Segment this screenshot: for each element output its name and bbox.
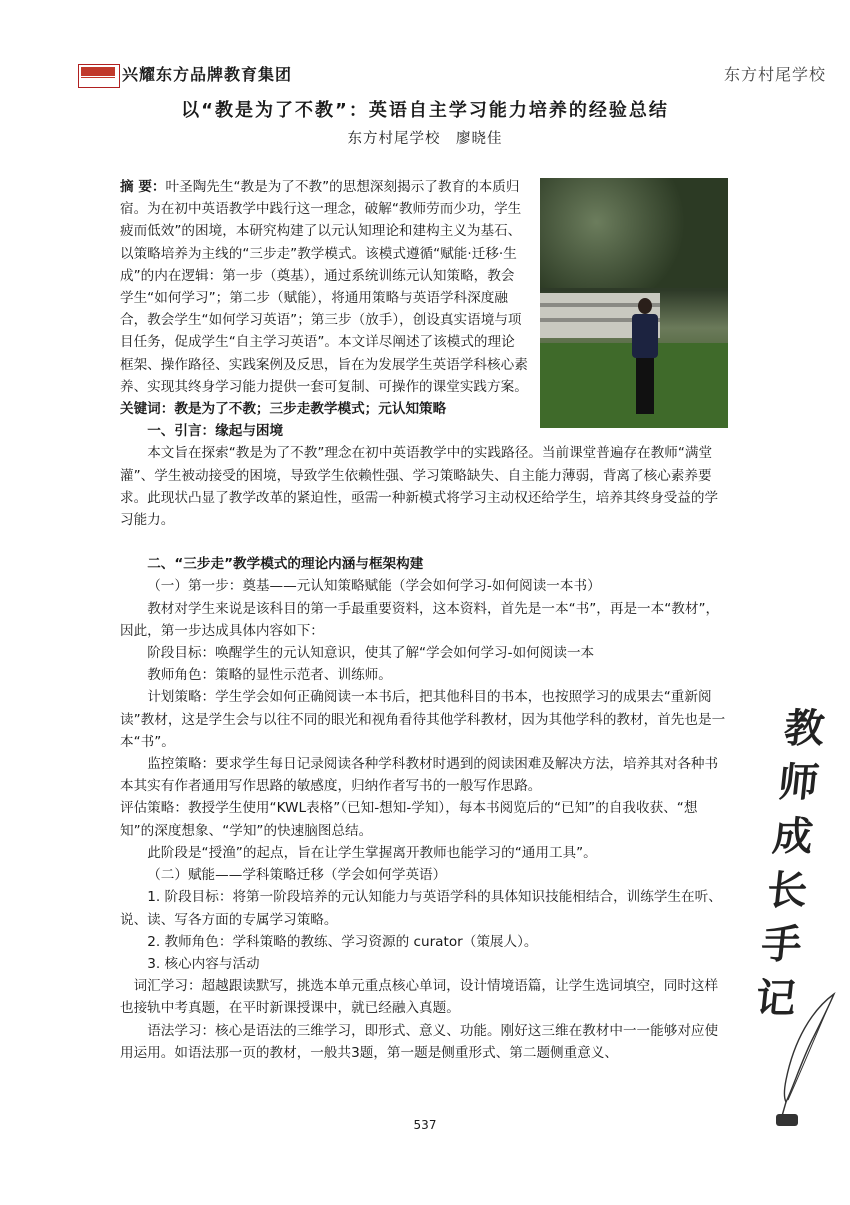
school-tag: 东方村尾学校	[723, 65, 826, 84]
section2-heading: 二、“三步走”教学模式的理论内涵与框架构建	[147, 556, 424, 573]
abstract-label: 摘 要：	[120, 179, 166, 195]
group-name: 兴耀东方品牌教育集团	[122, 65, 293, 84]
paragraph: 词汇学习：超越跟读默写，挑选本单元重点核心单词，设计情境语篇，让学生选词填空，同时这样也接轨中考真题，在平时新课授课中，就已经融入真题。	[120, 978, 719, 1017]
article-title: 以“教是为了不教”：英语自主学习能力培养的经验总结	[181, 100, 669, 121]
section1-heading: 一、引言：缘起与困境	[147, 423, 284, 440]
side-banner	[745, 702, 835, 1026]
school-logo-icon	[78, 64, 120, 88]
paragraph: 监控策略：要求学生每日记录阅读各种学科教材时遇到的阅读困难及解决方法，培养其对各种书本其实有作者通用写作思路的敏感度，归纳作者写书的一般写作思路。	[120, 756, 719, 795]
side-char: 记	[753, 975, 799, 1022]
keywords: 关键词：教是为了不教；三步走教学模式；元认知策略	[120, 401, 447, 418]
section1-para: 本文旨在探索“教是为了不教”理念在初中英语教学中的实践路径。当前课堂普遍存在教师“满堂灌”、学生被动接受的困境，导致学生依赖性强、学习策略缺失、自主能力薄弱，背离了核心素养要求。此现状凸显了教学改革的紧迫性，亟需一种新模式将学习主动权还给学生，培养其终身受益的学习能力。	[120, 445, 719, 529]
paragraph: 语法学习：核心是语法的三维学习，即形式、意义、功能。刚好这三维在教材中一一能够对应使用运用。如语法那一页的教材，一般共3题，第一题是侧重形式、第二题侧重意义、	[120, 1022, 719, 1061]
side-char: 师	[776, 759, 822, 806]
side-char: 教	[781, 705, 827, 752]
paragraph: 2. 教师角色：学科策略的教练、学习资源的 curator（策展人）。	[147, 933, 538, 950]
paragraph: 此阶段是“授渔”的起点，旨在让学生掌握离开教师也能学习的“通用工具”。	[147, 844, 597, 861]
article-body	[120, 176, 728, 1064]
step2-heading: （二）赋能——学科策略迁移（学会如何学英语）	[147, 867, 447, 884]
paragraph: 阶段目标：唤醒学生的元认知意识，使其了解“学会如何学习-如何阅读一本	[147, 645, 595, 662]
page-header	[0, 60, 850, 90]
side-char: 成	[770, 813, 816, 860]
article-author: 东方村尾学校 廖晓佳	[347, 131, 503, 147]
quill-pen-icon	[772, 990, 842, 1130]
student-photo	[540, 178, 728, 428]
paragraph: 教师角色：策略的显性示范者、训练师。	[147, 667, 392, 684]
paragraph: 1. 阶段目标：将第一阶段培养的元认知能力与英语学科的具体知识技能相结合，训练学生在听、说、读、写各方面的专属学习策略。	[120, 889, 722, 928]
paragraph: 教材对学生来说是该科目的第一手最重要资料，这本资料，首先是一本“书”，再是一本“教材”，因此，第一步达成具体内容如下：	[120, 600, 720, 639]
paragraph: 评估策略：教授学生使用“KWL表格”（已知-想知-学知），每本书阅览后的“已知”的自我收获、“想知”的深度想象、“学知”的快速脑图总结。	[120, 800, 698, 839]
abstract-text: 叶圣陶先生“教是为了不教”的思想深刻揭示了教育的本质归宿。为在初中英语教学中践行这一理念，破解“教师劳而少功，学生疲而低效”的困境，本研究构建了以元认知理论和建构主义为基石、以策略培养为主线的“三步走”教学模式。该模式遵循“赋能·迁移·生成”的内在逻辑：第一步（奠基），通过系统训练元认知策略，教会学生“如何学习”；第二步（赋能），将通用策略与英语学科深度融合，教会学生“如何学习英语”；第三步（放手），创设真实语境与项目任务，促成学生“自主学习英语”。本文详尽阐述了该模式的理论框架、操作路径、实践案例及反思，旨在为发展学生英语学科核心素养、实现其终身学习能力提供一套可复制、可操作的课堂实践方案。	[120, 179, 528, 395]
side-char: 手	[759, 921, 805, 968]
page-number: 537	[413, 1118, 437, 1132]
step1-heading: （一）第一步：奠基——元认知策略赋能（学会如何学习-如何阅读一本书）	[147, 578, 601, 595]
person-figure	[630, 298, 658, 418]
paragraph: 计划策略：学生学会如何正确阅读一本书后，把其他科目的书本，也按照学习的成果去“重新阅读”教材，这是学生会与以往不同的眼光和视角看待其他学科教材，因为其他学科的教材，首先也是一本“书”。	[120, 689, 726, 750]
paragraph: 3. 核心内容与活动	[147, 955, 260, 972]
side-char: 长	[764, 867, 810, 914]
